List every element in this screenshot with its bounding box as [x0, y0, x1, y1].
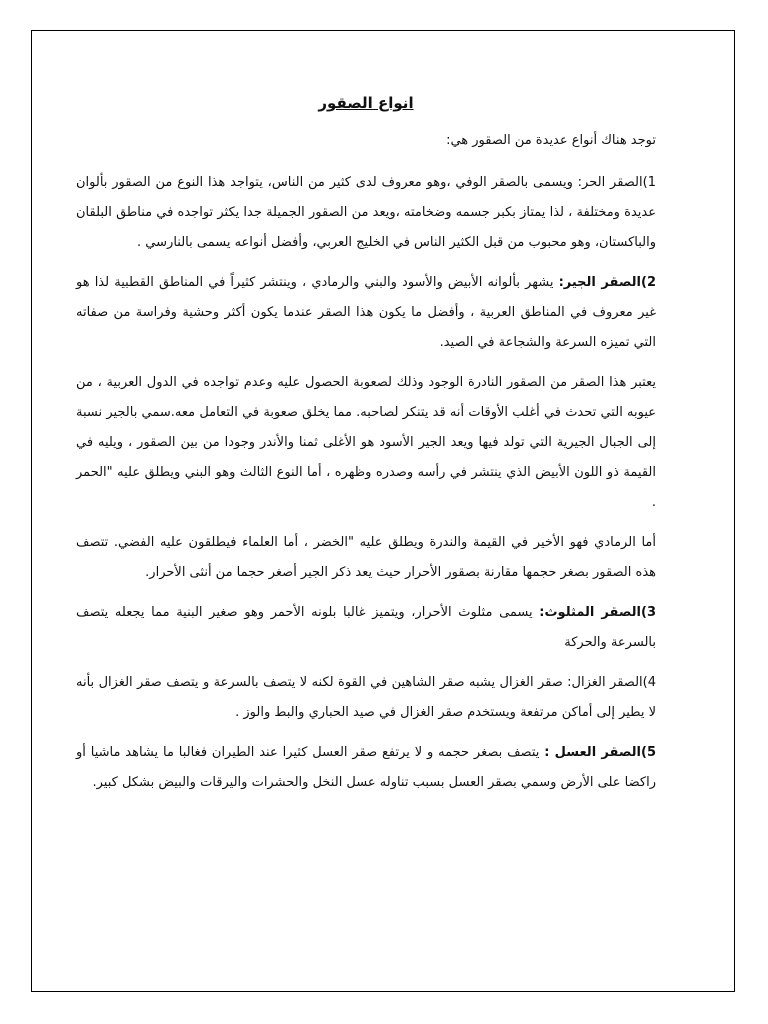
paragraph-text: يشهر بألوانه الأبيض والأسود والبني والرمادي ، وينتشر كثيراً في المناطق القطبية لذا هو غير معروف في المناطق العربية ، وأفضل ما يكون هذا الصقر عندما يكون أكثر وحشية وفراسة من صفاته التي تميزه السرعة والشجاعة في الصيد.	[76, 275, 656, 350]
paragraph-text: يتصف بصغر حجمه و لا يرتفع صقر العسل كثيرا عند الطيران فغالبا ما يشاهد ماشيا أو راكضا على الأرض وسمي بصقر العسل بسبب تناوله عسل النخل والحشرات واليرقات والبيض بشكل كبير.	[76, 745, 656, 790]
paragraph-3	[76, 368, 656, 518]
paragraph-number: 1)	[642, 175, 656, 190]
paragraph-number: 5)	[640, 745, 656, 760]
paragraph-text: الصقر الحر: ويسمى بالصقر الوفي ،وهو معروف لدى كثير من الناس، يتواجد هذا النوع من الصقور بألوان عديدة ومختلفة ، لذا يمتاز بكبر جسمه وضخامته ،ويعد من الصقور الجميلة جدا يكثر تواجده في مناطق البلقان والباكستان، وهو محبوب من قبل الكثير الناس في الخليج العربي، وأفضل أنواعه يسمى بالنارسي .	[76, 175, 656, 250]
document-title: انواع الصقور	[318, 94, 414, 112]
paragraph-1	[76, 168, 656, 258]
document-body	[76, 88, 656, 808]
paragraph-2	[76, 268, 656, 358]
paragraph-number: 2)	[641, 275, 656, 290]
paragraph-lead: الصقر الجير:	[558, 275, 641, 290]
intro-paragraph: توجد هناك أنواع عديدة من الصقور هي:	[446, 133, 656, 148]
paragraph-7	[76, 738, 656, 798]
paragraph-4	[76, 528, 656, 588]
paragraph-text: أما الرمادي فهو الأخير في القيمة والندرة ويطلق عليه "الخضر ، أما العلماء فيطلقون عليه الفضي. تتصف هذه الصقور بصغر حجمها مقارنة بصقور الأحرار حيث يعد ذكر الجير أصغر حجما من أنثى الأحرار.	[76, 535, 656, 580]
paragraph-text: الصقر الغزال: صقر الغزال يشبه صقر الشاهين في القوة لكنه لا يتصف بالسرعة و يتصف صقر الغزال بأنه لا يطير إلى أماكن مرتفعة ويستخدم صقر الغزال في صيد الحباري والبط والوز .	[76, 675, 656, 720]
paragraph-number: 3)	[641, 605, 657, 620]
paragraph-6	[76, 668, 656, 728]
paragraph-text: يسمى مثلوث الأحرار، ويتميز غالبا بلونه الأحمر وهو صغير البنية مما يجعله يتصف بالسرعة والحركة	[76, 605, 656, 650]
paragraph-lead: الصقر العسل :	[544, 745, 641, 760]
paragraph-number: 4)	[642, 675, 656, 690]
paragraph-text: يعتبر هذا الصقر من الصقور النادرة الوجود وذلك لصعوبة الحصول عليه وعدم تواجده في الدول العربية ، من عيوبه التي تحدث في أغلب الأوقات أنه قد يتنكر لصاحبه. مما يخلق صعوبة في التعامل معه.سمي بالجير نسبة إلى الجبال الجيرية التي تولد فيها ويعد الجير الأسود هو الأغلى ثمنا والأندر وجودا من بين الصقور ، ويليه في القيمة ذو اللون الأبيض الذي ينتشر في رأسه وصدره وظهره ، أما النوع الثالث وهو البني ويطلق عليه "الحمر .	[76, 375, 656, 510]
paragraph-lead: الصقر المثلوث:	[539, 605, 642, 620]
paragraph-5	[76, 598, 656, 658]
